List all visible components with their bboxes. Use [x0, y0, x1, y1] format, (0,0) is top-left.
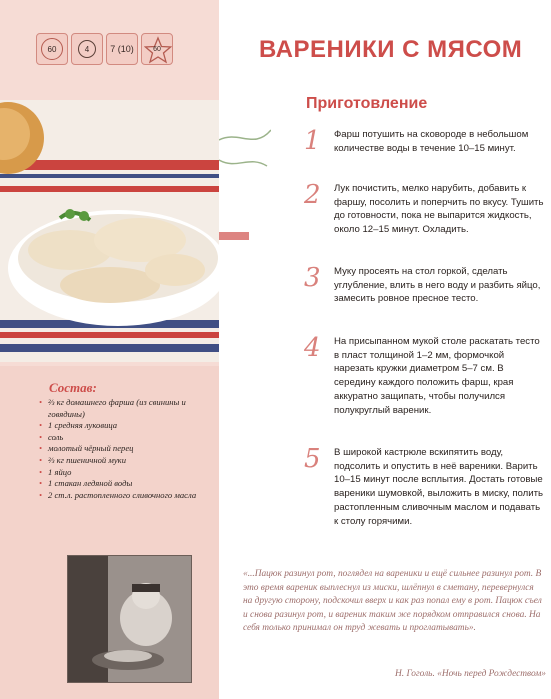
ingredient-item: • 1 стакан ледяной воды — [39, 478, 214, 490]
portions-value: 7 (10) — [110, 44, 134, 54]
ingredient-item: • ⅔ кг пшеничной муки — [39, 455, 214, 467]
servings-value: 4 — [84, 44, 90, 54]
stopwatch-icon — [36, 33, 68, 65]
dumplings-photo — [0, 100, 219, 362]
step-text: Муку просеять на стол горкой, сделать углубление, влить в него воду и разбить яйцо, замесить ровное пресное тесто. — [334, 266, 541, 305]
ingredients-list — [39, 397, 214, 501]
plate-icon — [71, 33, 103, 65]
step-number: 1 — [304, 126, 321, 156]
step-number: 3 — [304, 263, 321, 293]
gogol-quote: «...Пацюк разинул рот, поглядел на вареники и ещё сильнее разинул рот. В это время вареник выплеснул из миски, шлёпнул в сметану, перевернулся на другую сторону, подскочил вверх и как раз попал ему в рот. Пацюк съел и снова разинул рот, и вареник таким же порядком отправился снова. На себя только принимал он труд жевать и проглатывать». — [243, 569, 542, 634]
ingredients-heading: Состав: — [49, 380, 97, 395]
step-3 — [304, 265, 544, 321]
photo-extension — [219, 100, 271, 362]
step-4 — [304, 333, 544, 416]
servings-icon — [106, 33, 138, 65]
ingredient-item: • молотый чёрный перец — [39, 443, 214, 455]
quote-source: Н. Гоголь. «Ночь перед Рождеством» — [394, 669, 546, 679]
step-number: 5 — [304, 444, 321, 474]
step-number: 4 — [304, 333, 321, 363]
recipe-badges — [36, 33, 173, 65]
calories-value: 60 — [153, 45, 161, 53]
step-text: В широкой кастрюле вскипятить воду, подсолить и опустить в неё вареники. Варить 10–15 минут после всплытия. Достать готовые вареники шумовкой, выложить в миску, полить растопленным сливочным маслом и подавать к столу горячими. — [334, 447, 544, 527]
step-1 — [304, 128, 544, 172]
ingredient-item: • соль — [39, 432, 214, 444]
step-text: Лук почистить, мелко нарубить, добавить к фаршу, посолить и поперчить по вкусу. Тушить до готовности, пока не выпарится жидкость, около 12–15 минут. Охладить. — [334, 183, 544, 236]
ingredient-item: • 1 яйцо — [39, 467, 214, 479]
ingredient-item: • 2 ст.л. растопленного сливочного масла — [39, 490, 214, 502]
recipe-title: ВАРЕНИКИ С МЯСОМ — [259, 36, 523, 63]
prep-time-value: 60 — [47, 44, 57, 54]
engraving-illustration — [67, 555, 192, 683]
step-5 — [304, 446, 544, 542]
step-text: Фарш потушить на сковороде в небольшом количестве воды в течение 10–15 минут. — [334, 129, 529, 154]
preparation-heading: Приготовление — [306, 95, 428, 112]
step-number: 2 — [304, 180, 321, 210]
step-2 — [304, 182, 544, 252]
step-text: На присыпанном мукой столе раскатать тесто в пласт толщиной 1–2 мм, формочкой нарезать кружки диаметром 5–7 см. В середину каждого положить фарш, края аккуратно защипать, чтобы получился полукруглый вареник. — [334, 336, 540, 416]
ingredient-item: • 1 средняя луковица — [39, 420, 214, 432]
ingredient-item: • ⅔ кг домашнего фарша (из свинины и говядины) — [39, 397, 214, 420]
star-icon — [141, 33, 173, 65]
